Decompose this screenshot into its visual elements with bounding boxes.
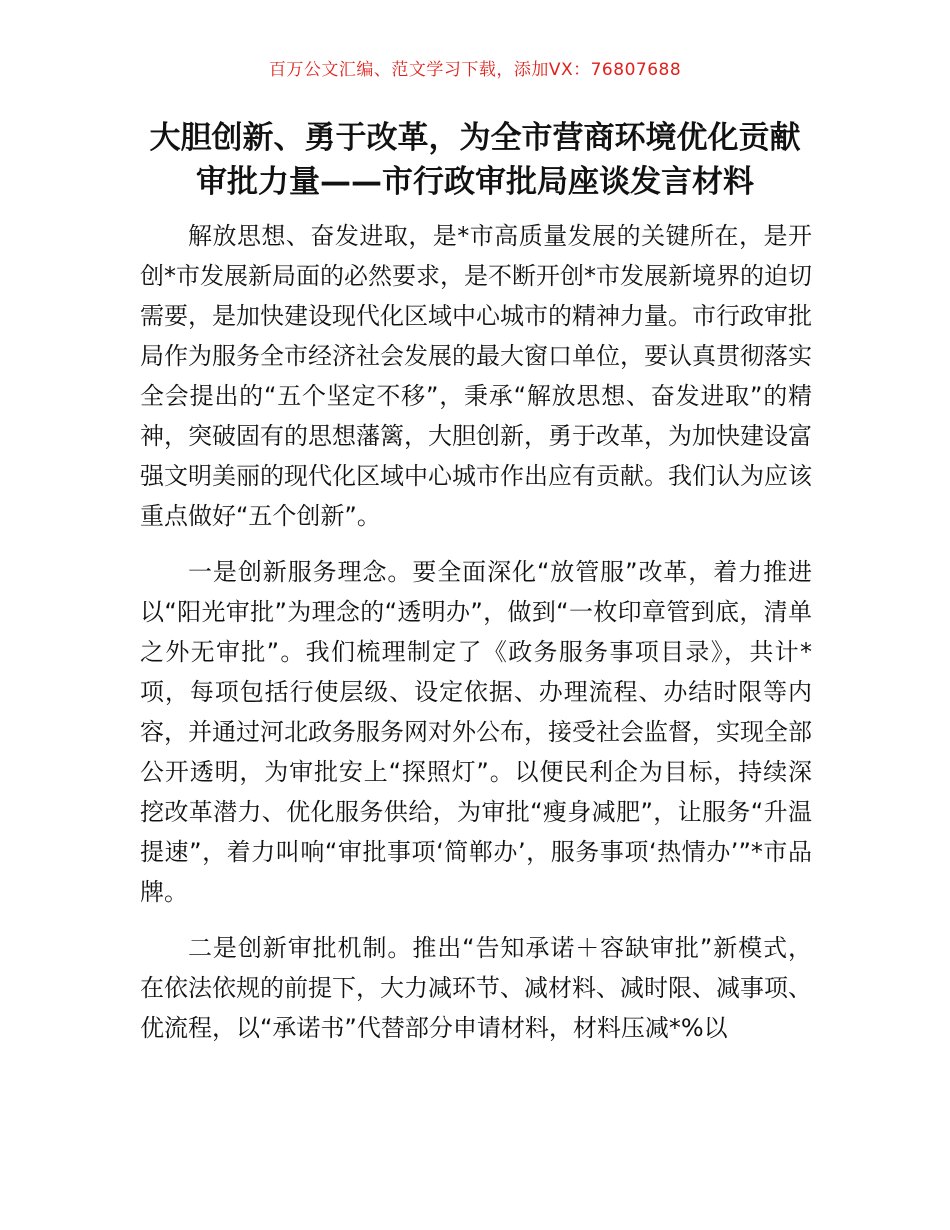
document-body xyxy=(140,216,812,1064)
document-title: 大胆创新、勇于改革，为全市营商环境优化贡献审批力量——市行政审批局座谈发言材料 xyxy=(149,120,801,200)
paragraph-intro: 解放思想、奋发进取，是*市高质量发展的关键所在，是开创*市发展新局面的必然要求，是不断开创*市发展新境界的迫切需要，是加快建设现代化区域中心城市的精神力量。市行政审批局作为服务全市经济社会发展的最大窗口单位，要认真贯彻落实全会提出的“五个坚定不移”，秉承“解放思想、奋发进取”的精神，突破固有的思想藩篱，大胆创新，勇于改革，为加快建设富强文明美丽的现代化区域中心城市作出应有贡献。我们认为应该重点做好“五个创新”。 xyxy=(140,222,812,530)
watermark-text: 百万公文汇编、范文学习下载，添加VX：76807688 xyxy=(268,60,682,80)
paragraph-approval-mechanism: 二是创新审批机制。推出“告知承诺＋容缺审批”新模式，在依法依规的前提下，大力减环节、减材料、减时限、减事项、优流程，以“承诺书”代替部分申请材料，材料压减*%以 xyxy=(140,934,812,1042)
paragraph-service-concept: 一是创新服务理念。要全面深化“放管服”改革，着力推进以“阳光审批”为理念的“透明办”，做到“一枚印章管到底，清单之外无审批”。我们梳理制定了《政务服务事项目录》，共计*项，每项包括行使层级、设定依据、办理流程、办结时限等内容，并通过河北政务服务网对外公布，接受社会监督，实现全部公开透明，为审批安上“探照灯”。以便民利企为目标，持续深挖改革潜力、优化服务供给，为审批“瘦身减肥”，让服务“升温提速”，着力叫响“审批事项‘简郸办’，服务事项‘热情办’”*市品牌。 xyxy=(140,558,812,906)
